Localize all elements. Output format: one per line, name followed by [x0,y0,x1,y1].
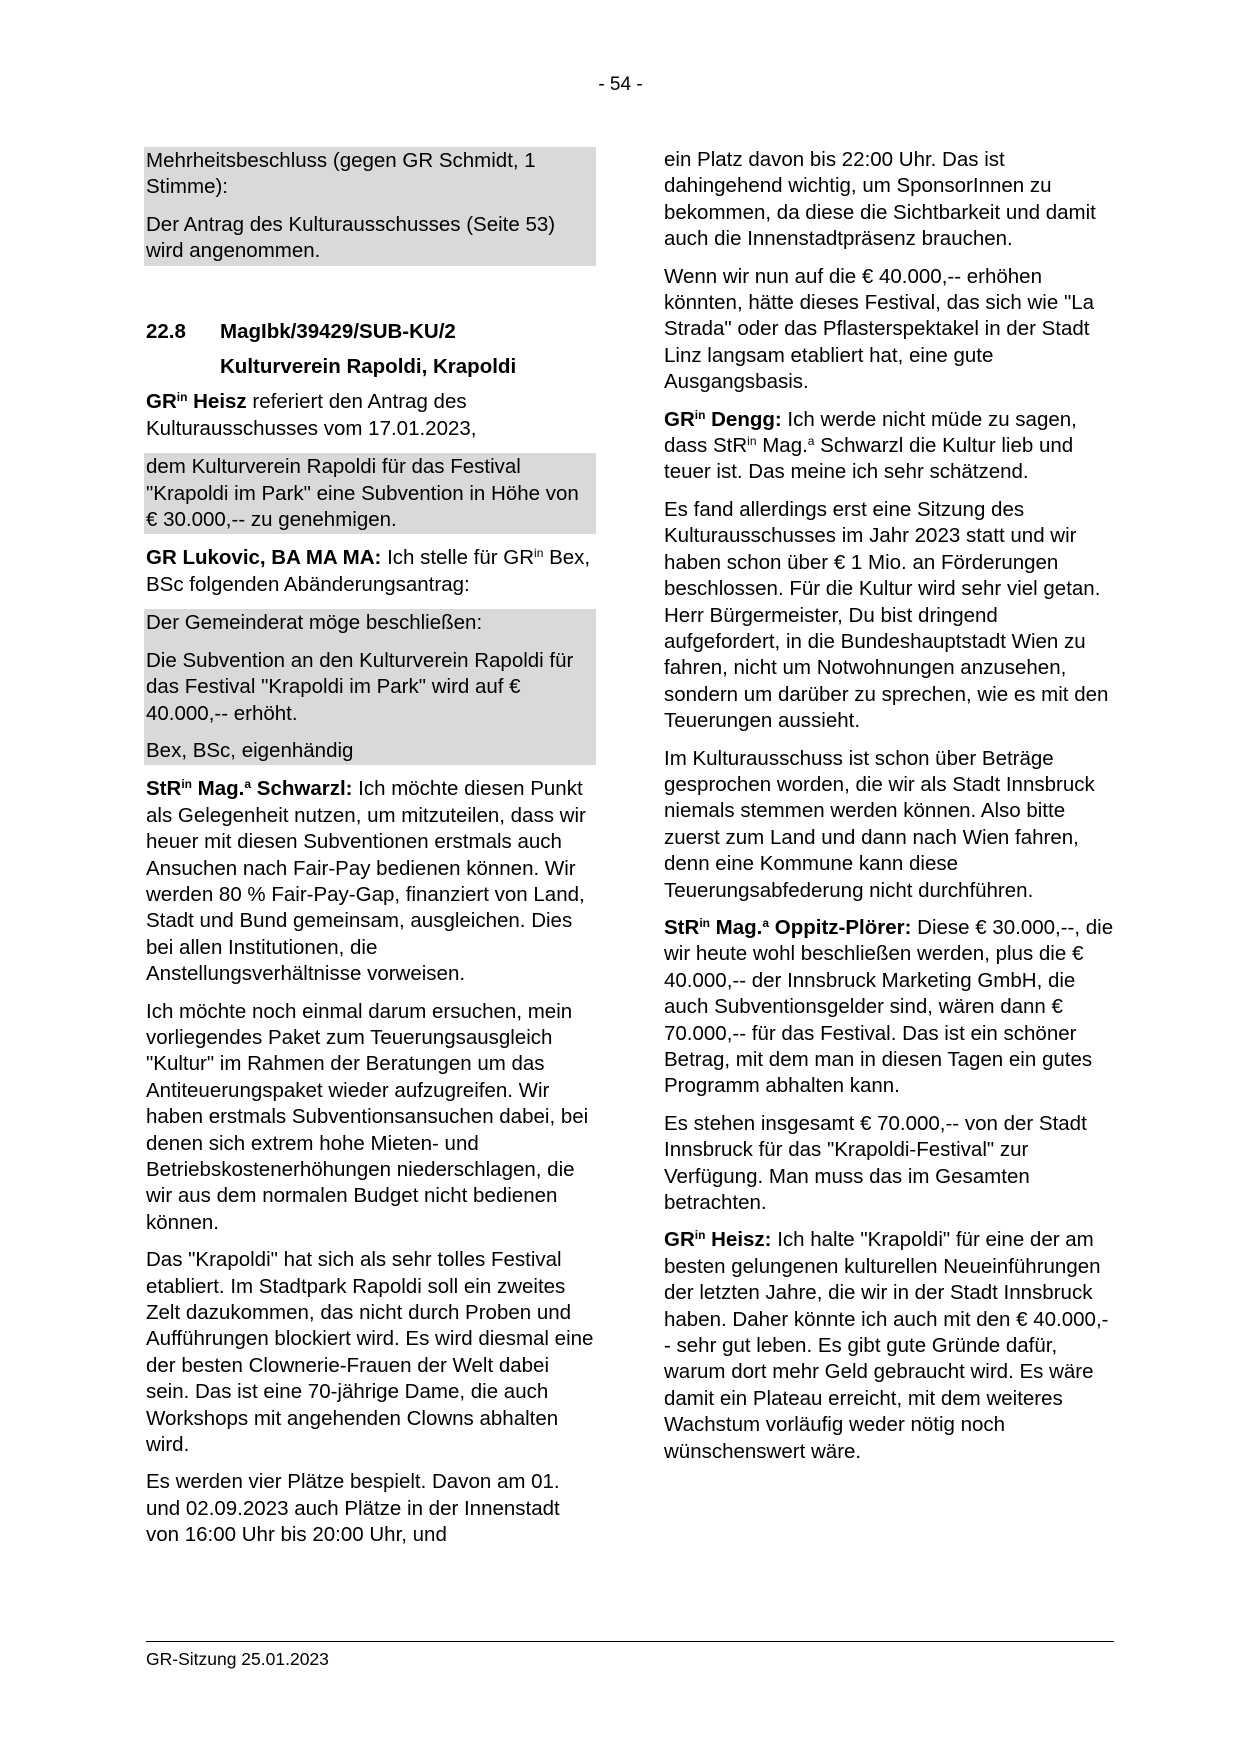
footer-session-date: GR-Sitzung 25.01.2023 [146,1649,329,1669]
amendment-text: Die Subvention an den Kulturverein Rapoldi für das Festival "Krapoldi im Park" wird auf € 40.000,-- erhöht. [146,648,574,725]
paragraph-lukovic: GR Lukovic, BA MA MA: Ich stelle für $GR^{in}$ Bex, BSc folgenden Abänderungsantrag: [146,546,591,596]
right-column [664,147,1114,1476]
left-column [146,147,596,1560]
resolution-result: Der Antrag des Kulturausschusses (Seite 53) wird angenommen. [146,212,556,263]
paragraph-schwarzl-1: StR$^{in}$ Mag.$^a$ Schwarzl: Ich möchte diesen Punkt als Gelegenheit nutzen, um mitzuteilen, dass wir heuer mit diesen Subventionen erstmals auch Ansuchen nach Fair-Pay bedienen können. Wir werden 80 % Fair-Pay-Gap, finanziert von Land, Stadt und Bund gemeinsam, ausgleichen. Dies bei allen Institutionen, die Anstellungsverhältnisse vorweisen. [146,777,586,986]
agenda-item-heading [146,319,596,345]
paragraph-dengg-3: Im Kulturausschuss ist schon über Beträge gesprochen worden, die wir als Stadt Innsbruck niemals stemmen werden können. Also bitte zuerst zum Land und dann nach Wien fahren, denn eine Kommune kann diese Teuerungsabfederung nicht durchführen. [664,746,1095,902]
footer-divider [146,1641,1114,1642]
motion-box [144,453,596,534]
paragraph-schwarzl-4: Es werden vier Plätze bespielt. Davon am 01. und 02.09.2023 auch Plätze in der Innenstadt von 16:00 Uhr bis 20:00 Uhr, und [146,1470,560,1547]
amendment-box [144,609,596,765]
paragraph-dengg-2: Es fand allerdings erst eine Sitzung des Kulturausschusses im Jahr 2023 statt und wir haben schon über € 1 Mio. an Förderungen beschlossen. Für die Kultur wird sehr viel getan. Herr Bürgermeister, Du bist dringend aufgefordert, in die Bundeshauptstadt Wien zu fahren, nicht um Notwohnungen anzusehen, sondern um darüber zu sprechen, wie es mit den Teuerungen aussieht. [664,497,1109,733]
amendment-intro: Der Gemeinderat möge beschließen: [146,611,483,635]
agenda-item-title: Kulturverein Rapoldi, Krapoldi [220,355,517,379]
paragraph-schwarzl-3: Das "Krapoldi" hat sich als sehr tolles Festival etabliert. Im Stadtpark Rapoldi soll ein zweites Zelt dazukommen, das nicht durch Proben und Aufführungen blockiert wird. Es wird diesmal eine der besten Clownerie-Frauen der Welt dabei sein. Das ist eine 70-jährige Dame, die auch Workshops mit angehenden Clowns abhalten wird. [146,1248,594,1457]
amendment-signature: Bex, BSc, eigenhändig [146,738,354,762]
paragraph-oppitz-2: Es stehen insgesamt € 70.000,-- von der Stadt Innsbruck für das "Krapoldi-Festival" zur Verfügung. Man muss das im Gesamten betrachten. [664,1111,1087,1215]
page-number: - 54 - [598,74,643,95]
paragraph-schwarzl-6: Wenn wir nun auf die € 40.000,-- erhöhen könnten, hätte dieses Festival, das sich wie "La Strada" oder das Pflasterspektakel in der Stadt Linz langsam etabliert hat, eine gute Ausgangsbasis. [664,264,1095,394]
paragraph-dengg-1: $GR^{in}$ Dengg: Ich werde nicht müde zu sagen, dass StR$^{in}$ Mag.$^a$ Schwarzl die Kultur lieb und teuer ist. Das meine ich sehr schätzend. [664,407,1077,484]
resolution-vote: Mehrheitsbeschluss (gegen GR Schmidt, 1 Stimme): [146,149,536,199]
resolution-box [144,147,596,266]
paragraph-heisz-intro: $GR^{in}$ Heisz referiert den Antrag des Kulturausschusses vom 17.01.2023, [146,390,477,440]
paragraph-schwarzl-2: Ich möchte noch einmal darum ersuchen, mein vorliegendes Paket zum Teuerungsausgleich "Kultur" im Rahmen der Beratungen um das Antiteuerungspaket wieder aufzugreifen. Wir haben erstmals Subventionsansuchen dabei, bei denen sich extrem hohe Mieten- und Betriebskostenerhöhungen niederschlagen, die wir aus dem normalen Budget nicht bedienen können. [146,999,589,1234]
agenda-item-number: 22.8 [146,319,186,343]
paragraph-oppitz-1: StR$^{in}$ Mag.$^a$ Oppitz-Plörer: Diese € 30.000,--, die wir heute wohl beschließen werden, plus die € 40.000,-- der Innsbruck Marketing GmbH, die auch Subventionsgelder sind, wären dann € 70.000,-- für das Festival. Das ist ein schöner Betrag, mit dem man in diesen Tagen ein gutes Programm abhalten kann. [664,915,1114,1098]
motion-text: dem Kulturverein Rapoldi für das Festival "Krapoldi im Park" eine Subvention in Höhe von € 30.000,-- zu genehmigen. [146,455,579,532]
paragraph-heisz-closing: $GR^{in}$ Heisz: Ich halte "Krapoldi" für eine der am besten gelungenen kulturellen Neueinführungen der letzten Jahre, die wir in der Stadt Innsbruck haben. Daher könnte ich auch mit den € 40.000,-- sehr gut leben. Es gibt gute Gründe dafür, warum dort mehr Geld gebraucht wird. Es wäre damit ein Plateau erreicht, mit dem weiteres Wachstum vorläufig weder nötig noch wünschenswert wäre. [664,1228,1109,1463]
paragraph-schwarzl-5: ein Platz davon bis 22:00 Uhr. Das ist dahingehend wichtig, um SponsorInnen zu bekommen, da diese die Sichtbarkeit und damit auch die Innenstadtpräsenz brauchen. [664,148,1096,251]
agenda-item-code: MagIbk/39429/SUB-KU/2 [220,319,456,343]
